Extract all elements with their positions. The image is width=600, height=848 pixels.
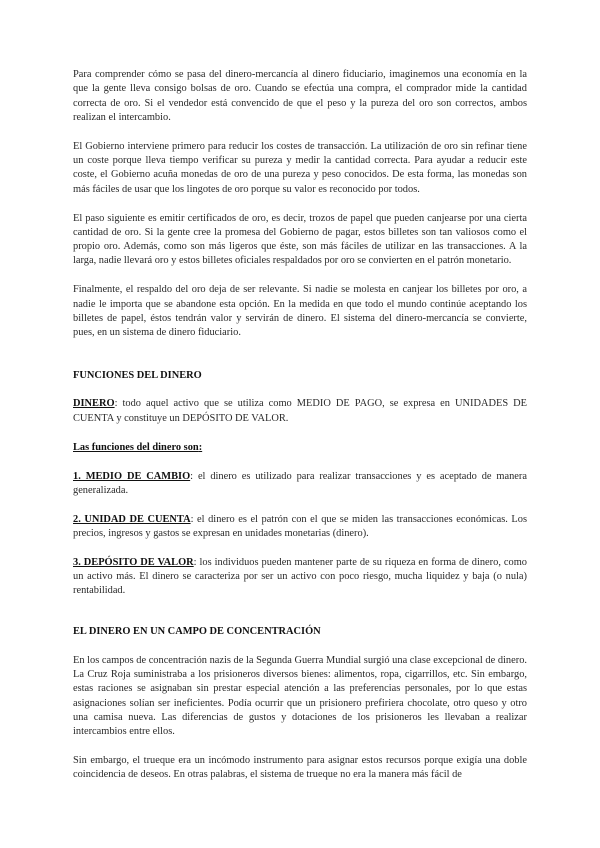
paragraph-campo-1: En los campos de concentración nazis de la Segunda Guerra Mundial surgió una clase excepcional de dinero. La Cruz Roja suministraba a los prisioneros diversos bienes: alimentos, ropa, cigarrillos, etc. Sin embargo, estas raciones se asignaban sin prestar especial atención a las preferencias personales, por lo que estas asignaciones solían ser ineficientes. Podía ocurrir que un prisionero prefiriera chocolate, otro queso y otro una camisa nueva. Las diferencias de gustos y dotaciones de los prisioneros les llevaban a realizar intercambios entre ellos. — [73, 654, 527, 738]
paragraph-intro-1: Para comprender cómo se pasa del dinero-mercancía al dinero fiduciario, imaginemos una economía en la que la gente lleva consigo bolsas de oro. Cuando se efectúa una compra, el comprador mide la cantidad correcta de oro. Si el vendedor está convencido de que el peso y la pureza del oro son correctos, ambos realizan el intercambio. — [73, 69, 527, 123]
function-text: : el dinero es el patrón con el que se miden las transacciones económicas. Los precios, ingresos y gastos se expresan en unidades monetarias (dinero). — [73, 513, 527, 539]
paragraph-intro-3: El paso siguiente es emitir certificados de oro, es decir, trozos de papel que pueden canjearse por una cierta cantidad de oro. Si la gente cree la promesa del Gobierno de pagar, estos billetes son tan valiosos como el propio oro. Además, como son más ligeros que éste, son más fáciles de utilizar en las transacciones. A la larga, nadie llevará oro y estos billetes oficiales respaldados por oro se convierten en el patrón monetario. — [73, 212, 527, 267]
function-term: 1. MEDIO DE CAMBIO — [73, 470, 191, 482]
definition-term: DINERO — [73, 398, 115, 410]
function-text: : el dinero es utilizado para realizar transacciones y es aceptado de manera generalizada. — [73, 470, 527, 496]
functions-subheading-label: Las funciones del dinero son — [73, 441, 199, 453]
functions-subheading — [73, 441, 527, 455]
function-item-deposito-de-valor — [73, 556, 527, 599]
paragraph-intro-2: El Gobierno interviene primero para reducir los costes de transacción. La utilización de oro sin refinar tiene un coste porque lleva tiempo verificar su pureza y medir la cantidad correcta. Para ayudar a reducir este coste, el Gobierno acuña monedas de oro de una pureza y peso conocidos. De esta forma, las monedas son más fáciles de usar que los lingotes de oro porque su valor es reconocido por todos. — [73, 140, 527, 195]
function-item-unidad-de-cuenta — [73, 513, 527, 542]
definition-text: : todo aquel activo que se utiliza como MEDIO DE PAGO, se expresa en UNIDADES DE CUENTA y constituye un DEPÓSITO DE VALOR. — [73, 398, 527, 424]
function-term: 3. DEPÓSITO DE VALOR — [73, 556, 194, 568]
functions-subheading-colon: : — [198, 441, 203, 453]
function-item-medio-de-cambio — [73, 470, 527, 499]
function-term: 2. UNIDAD DE CUENTA — [73, 513, 191, 525]
function-text: : los individuos pueden mantener parte de su riqueza en forma de dinero, como un activo más. El dinero se caracteriza por ser un activo con poco riesgo, mucha liquidez y baja (o nula) rentabilidad. — [73, 556, 527, 597]
section-heading-campo-concentracion: EL DINERO EN UN CAMPO DE CONCENTRACIÓN — [73, 625, 321, 637]
paragraph-campo-2: Sin embargo, el trueque era un incómodo instrumento para asignar estos recursos porque exigía una doble coincidencia de deseos. En otras palabras, el sistema de trueque no era la manera más fácil de — [73, 755, 527, 781]
paragraph-intro-4: Finalmente, el respaldo del oro deja de ser relevante. Si nadie se molesta en canjear los billetes por oro, a nadie le importa que se abandone esta opción. En la medida en que todo el mundo continúe aceptando los billetes de papel, éstos tendrán valor y servirán de dinero. El sistema del dinero-mercancía se convierte, pues, en un sistema de dinero fiduciario. — [73, 284, 527, 339]
section-heading-funciones: FUNCIONES DEL DINERO — [73, 369, 202, 381]
definition-dinero — [73, 397, 527, 426]
